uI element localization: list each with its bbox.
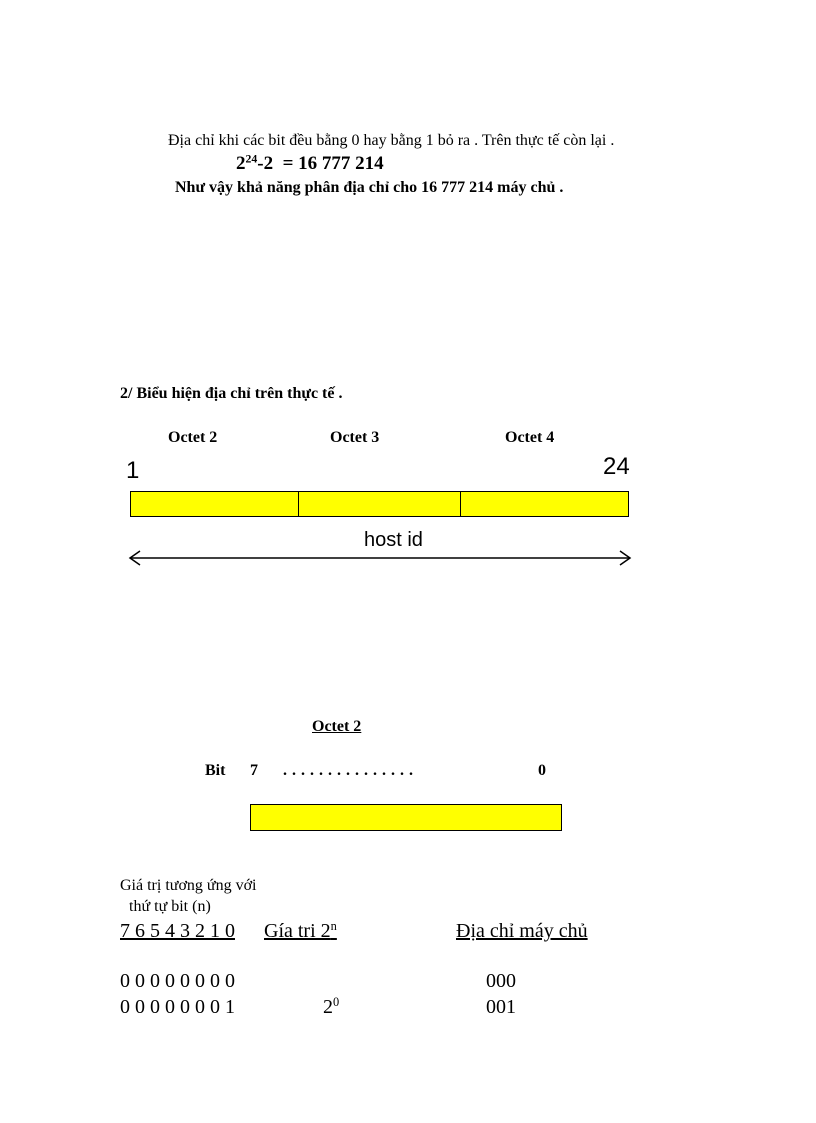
bit-end-label: 24 <box>603 453 630 480</box>
formula-exponent: 24 <box>245 152 258 166</box>
bit-start-label: 1 <box>126 457 140 484</box>
header-address: Địa chỉ máy chủ <box>456 920 588 942</box>
section-heading: 2/ Biểu hiện địa chỉ trên thực tế . <box>120 385 343 402</box>
header-value <box>264 920 337 943</box>
header-bits: 7 6 5 4 3 2 1 0 <box>120 920 235 942</box>
formula <box>236 153 384 175</box>
table-row-address: 001 <box>486 996 516 1018</box>
header-value-base: Gía tri 2 <box>264 920 331 942</box>
octet2-bar <box>250 804 562 831</box>
bit-dots: . . . . . . . . . . . . . . . <box>283 762 414 779</box>
octet-segment <box>130 491 299 517</box>
octet-label: Octet 2 <box>168 429 218 446</box>
bit-high-label: 7 <box>250 762 258 779</box>
octet-label: Octet 3 <box>330 429 380 446</box>
table-row-bits: 0 0 0 0 0 0 0 0 <box>120 970 235 992</box>
double-arrow <box>126 548 634 568</box>
octet-segment <box>298 491 461 517</box>
table-row-value <box>323 996 339 1019</box>
row-value-base: 2 <box>323 996 333 1018</box>
table-caption: Giá trị tương ứng với <box>120 877 257 894</box>
table-row-bits: 0 0 0 0 0 0 0 1 <box>120 996 235 1018</box>
formula-base: 2 <box>236 153 246 174</box>
intro-line: Địa chỉ khi các bit đều bằng 0 hay bằng 1 bỏ ra . Trên thực tế còn lại . <box>168 132 615 149</box>
table-row-address: 000 <box>486 970 516 992</box>
row-value-exponent: 0 <box>333 995 340 1010</box>
host-id-label: host id <box>364 529 423 551</box>
conclusion-line: Như vậy khả năng phân địa chỉ cho 16 777 214 máy chủ . <box>175 179 564 196</box>
bit-low-label: 0 <box>538 762 546 779</box>
octet-segment <box>460 491 629 517</box>
bit-label: Bit <box>205 762 226 779</box>
table-caption: thứ tự bit (n) <box>129 898 211 915</box>
formula-rest: -2 = 16 777 214 <box>257 153 384 174</box>
octet-label: Octet 4 <box>505 429 555 446</box>
header-value-exponent: n <box>330 919 337 934</box>
octet2-title: Octet 2 <box>312 718 362 735</box>
